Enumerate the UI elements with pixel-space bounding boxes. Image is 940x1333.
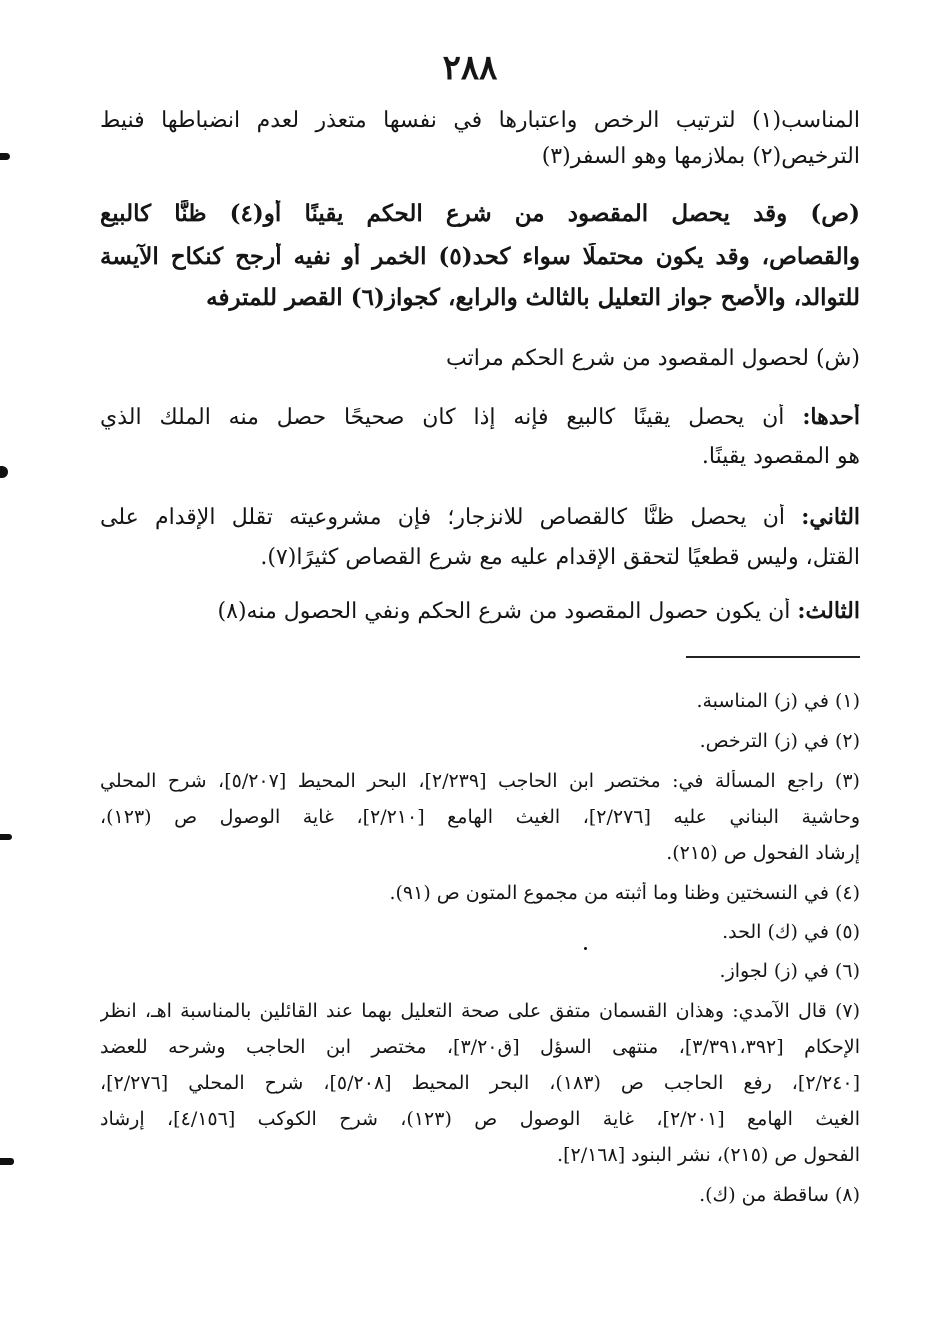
second-paragraph-line bbox=[100, 504, 860, 531]
footnote-line: (٨) ساقطة من (ك). bbox=[699, 1184, 860, 1206]
body-line: المناسب(١) لترتيب الرخص واعتبارها في نفسها متعذر لعدم انضباطها فنيط bbox=[100, 108, 860, 133]
sharh-intro: (ش) لحصول المقصود من شرع الحكم مراتب bbox=[445, 346, 860, 371]
first-paragraph-line: هو المقصود يقينًا. bbox=[701, 444, 860, 469]
body-line: الترخيص(٢) بملازمها وهو السفر(٣) bbox=[541, 144, 860, 169]
footnote-line: (٧) قال الآمدي: وهذان القسمان متفق على صحة التعليل بهما عند القائلين بالمناسبة اهـ، انظر bbox=[100, 1000, 860, 1022]
footnote-line: إرشاد الفحول ص (٢١٥). bbox=[666, 842, 860, 864]
section-head: الثالث: bbox=[797, 598, 860, 624]
second-text: أن يحصل ظنًّا كالقصاص للانزجار؛ فإن مشروعيته تقلل الإقدام على bbox=[100, 505, 785, 530]
footnote-line: (٢) في (ز) الترخص. bbox=[699, 730, 860, 752]
footnote-line: الغيث الهامع [٢/٢٠١]، غاية الوصول ص (١٢٣)، شرح الكوكب [٤/١٥٦]، إرشاد bbox=[100, 1108, 860, 1130]
scan-mark bbox=[0, 1158, 14, 1165]
matn-line: (ص) وقد يحصل المقصود من شرع الحكم يقينًا أو(٤) ظنًّا كالبيع bbox=[100, 200, 860, 227]
page-number: ٢٨٨ bbox=[442, 48, 498, 88]
first-text: أن يحصل يقينًا كالبيع فإنه إذا كان صحيحًا حصل منه الملك الذي bbox=[100, 405, 785, 430]
first-paragraph-line bbox=[100, 404, 860, 431]
footnote-line: (٦) في (ز) لجواز. bbox=[719, 960, 860, 982]
footnote-line: [٢/٢٤٠]، رفع الحاجب ص (١٨٣)، البحر المحيط [٥/٢٠٨]، شرح المحلي [٢/٢٧٦]، bbox=[100, 1072, 860, 1094]
footnote-line: الفحول ص (٢١٥)، نشر البنود [٢/١٦٨]. bbox=[557, 1144, 860, 1166]
footnote-line: (١) في (ز) المناسبة. bbox=[696, 690, 860, 712]
scan-mark bbox=[0, 834, 12, 840]
scan-mark bbox=[0, 153, 10, 160]
footnote-separator bbox=[686, 656, 860, 658]
section-head: أحدها: bbox=[802, 404, 860, 430]
scan-mark bbox=[0, 466, 8, 478]
third-text: أن يكون حصول المقصود من شرع الحكم ونفي الحصول منه(٨) bbox=[217, 599, 791, 624]
matn-line: للتوالد، والأصح جواز التعليل بالثالث والرابع، كجواز(٦) القصر للمترفه bbox=[206, 284, 860, 311]
scan-speck bbox=[584, 947, 587, 950]
footnote-line: (٣) راجع المسألة في: مختصر ابن الحاجب [٢/٢٣٩]، البحر المحيط [٥/٢٠٧]، شرح المحلي bbox=[100, 770, 860, 792]
second-paragraph-line: القتل، وليس قطعيًا لتحقق الإقدام عليه مع شرع القصاص كثيرًا(٧). bbox=[260, 545, 860, 570]
footnote-line: (٤) في النسختين وظنا وما أثبته من مجموع المتون ص (٩١). bbox=[389, 882, 860, 904]
third-paragraph-line bbox=[100, 598, 860, 625]
footnote-line: وحاشية البناني عليه [٢/٢٧٦]، الغيث الهامع [٢/٢١٠]، غاية الوصول ص (١٢٣)، bbox=[100, 806, 860, 828]
footnote-line: (٥) في (ك) الحد. bbox=[722, 921, 860, 943]
section-head: الثاني: bbox=[801, 504, 860, 530]
matn-line: والقصاص، وقد يكون محتملًا سواء كحد(٥) الخمر أو نفيه أرجح كنكاح الآيسة bbox=[100, 243, 860, 270]
footnote-line: الإحكام [٣/٣٩١،٣٩٢]، منتهى السؤل [ق٣/٢٠]، مختصر ابن الحاجب وشرحه للعضد bbox=[100, 1036, 860, 1058]
